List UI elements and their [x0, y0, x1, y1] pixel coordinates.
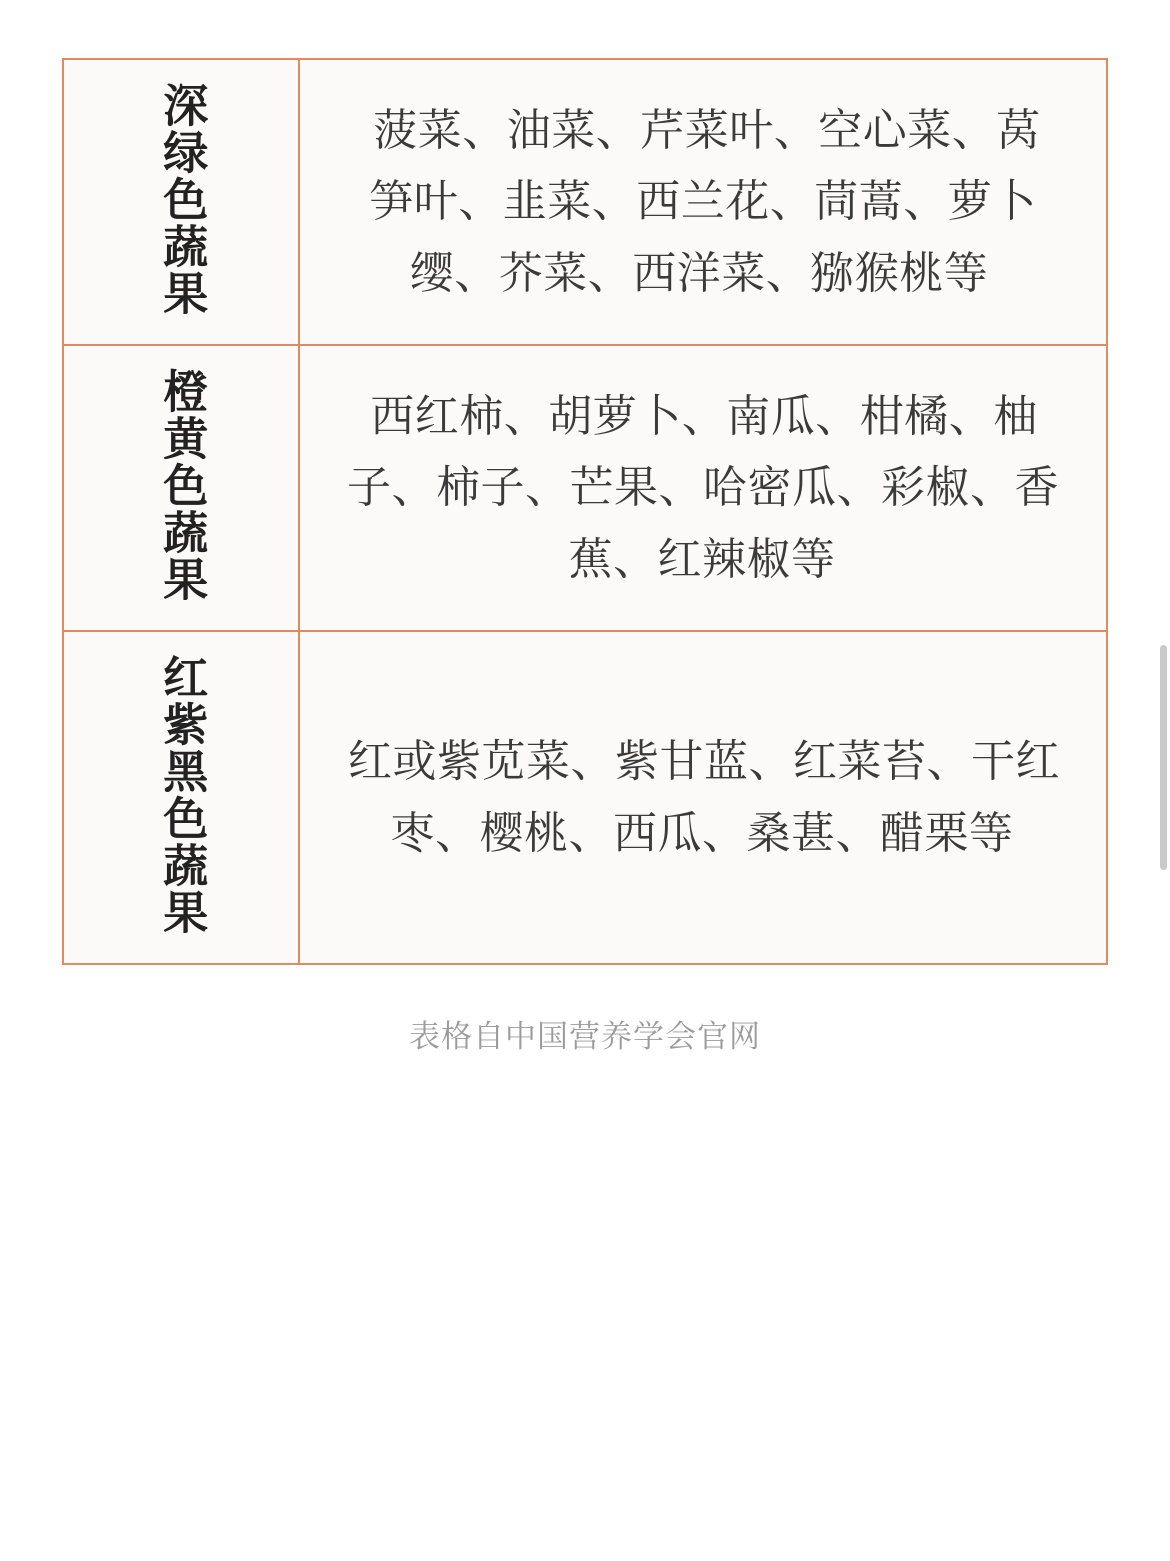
table-cell-category — [63, 345, 299, 631]
vegetable-color-table — [62, 58, 1108, 965]
source-note: 表格自中国营养学会官网 — [409, 1019, 761, 1054]
category-label: 橙黄色蔬果 — [156, 368, 208, 603]
items-label: 红或紫苋菜、紫甘蓝、红菜苔、干红枣、樱桃、西瓜、桑葚、醋栗等 — [348, 737, 1060, 858]
category-label: 红紫黑色蔬果 — [156, 654, 208, 936]
table-cell-category — [63, 631, 299, 964]
table-cell-items — [299, 59, 1107, 345]
items-label: 西红柿、胡萝卜、南瓜、柑橘、柚子、柿子、芒果、哈密瓜、彩椒、香蕉、红辣椒等 — [347, 392, 1059, 584]
category-label: 深绿色蔬果 — [156, 82, 208, 317]
vertical-scrollbar[interactable] — [1160, 645, 1167, 870]
items-label: 菠菜、油菜、芹菜叶、空心菜、莴笋叶、韭菜、西兰花、茼蒿、萝卜缨、芥菜、西洋菜、猕猴桃等 — [369, 106, 1041, 298]
table-cell-category — [63, 59, 299, 345]
table-row — [63, 631, 1107, 964]
table-cell-items — [299, 631, 1107, 964]
table-body — [63, 59, 1107, 964]
table-cell-items — [299, 345, 1107, 631]
table-row — [63, 345, 1107, 631]
table-row — [63, 59, 1107, 345]
